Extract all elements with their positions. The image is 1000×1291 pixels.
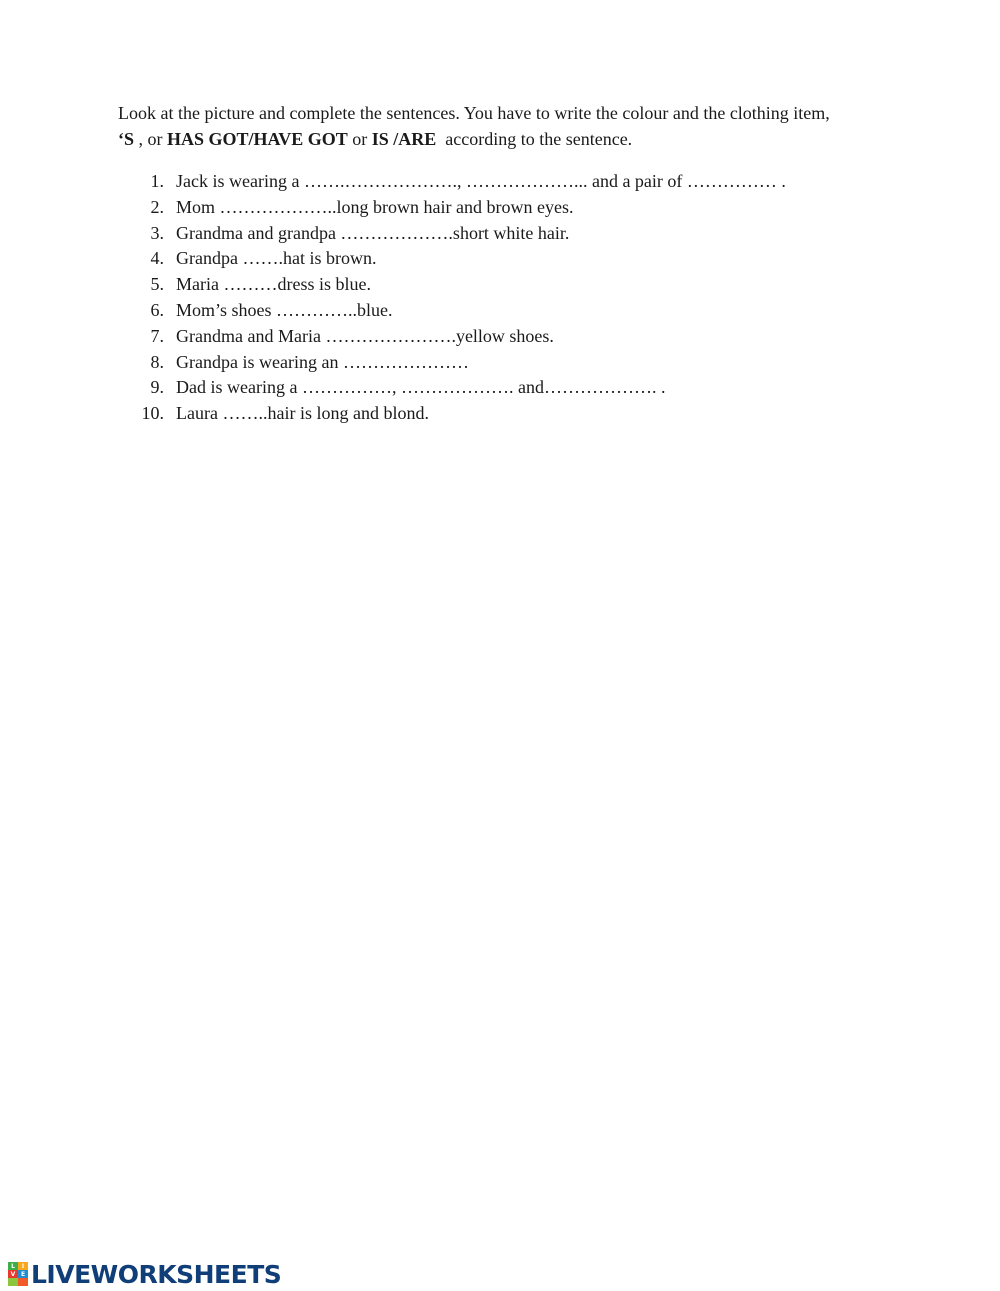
question-text: Grandma and Maria ………………….yellow shoes. [176,325,554,346]
instructions-has-got-keyword: HAS GOT/HAVE GOT [167,129,348,149]
question-item [118,401,786,427]
question-text: Mom’s shoes …………..blue. [176,299,393,320]
question-text: Jack is wearing a …….………………., ………………... and a pair of …………… . [176,171,786,191]
question-item [118,375,786,401]
question-number: 2. [150,196,164,217]
question-number: 6. [150,299,164,320]
logo-mark-cell: L [8,1262,18,1270]
question-text: Dad is wearing a ……………, ………………. and………………. . [176,377,666,398]
question-item [118,195,786,221]
instructions-text: or [347,129,372,149]
question-text: Maria ………dress is blue. [176,274,371,295]
logo-mark-cell [8,1278,18,1286]
instructions-line-2 [118,126,918,152]
question-item [118,350,786,376]
instructions-is-are-keyword: IS /ARE [371,129,437,149]
question-number: 3. [150,222,164,243]
question-text: Grandpa …….hat is brown. [176,248,377,269]
instructions [118,100,918,152]
question-item [118,169,786,195]
question-item [118,272,786,298]
logo-mark-cell [18,1278,28,1286]
question-number: 9. [150,377,164,398]
question-text: Grandpa is wearing an ………………… [176,351,469,372]
question-number: 7. [150,325,164,346]
question-text: Laura ……..hair is long and blond. [176,403,429,424]
question-number: 8. [150,351,164,372]
instructions-text: , or [134,129,168,149]
question-number: 10. [141,403,164,424]
question-item [118,324,786,350]
logo-mark-cell: V [8,1270,18,1278]
question-text: Grandma and grandpa ……………….short white hair. [176,222,570,243]
question-item [118,221,786,247]
instructions-text: according to the sentence. [436,129,633,149]
instructions-s-keyword: ‘S [118,129,135,149]
question-list [118,169,786,427]
logo-mark-icon [8,1262,28,1286]
liveworksheets-logo[interactable] [8,1261,281,1287]
instructions-line-1: Look at the picture and complete the sentences. You have to write the colour and the clothing item, [118,103,830,123]
logo-text: LIVEWORKSHEETS [31,1259,282,1289]
question-number: 5. [150,274,164,295]
logo-mark-cell: I [18,1262,28,1270]
question-number: 4. [150,248,164,269]
question-text: Mom ………………..long brown hair and brown eyes. [176,196,574,217]
question-item [118,298,786,324]
question-item [118,246,786,272]
logo-mark-cell: E [18,1270,28,1278]
question-number: 1. [150,171,164,191]
